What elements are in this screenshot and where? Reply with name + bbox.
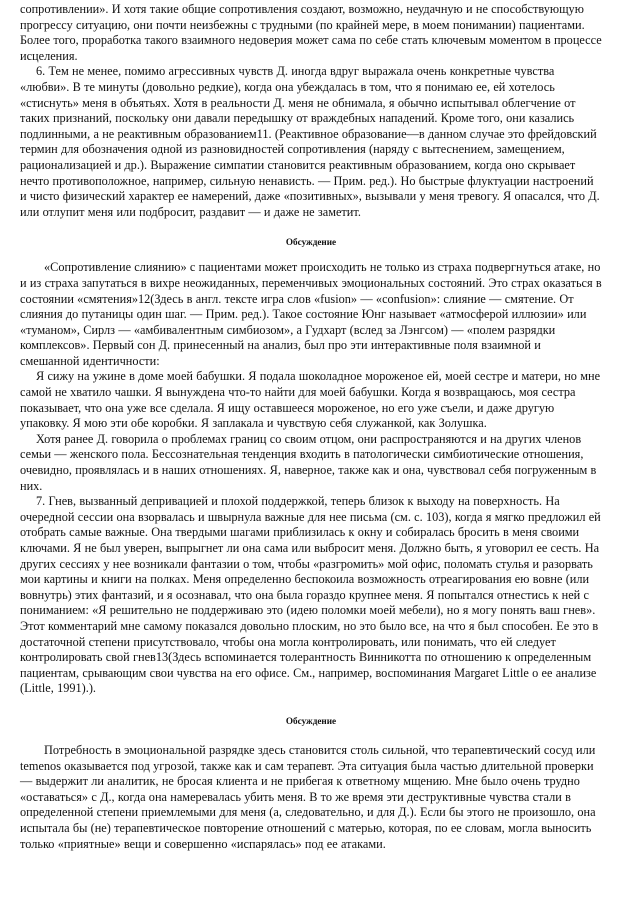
paragraph-dream-quote: Я сижу на ужине в доме моей бабушки. Я подала шоколадное мороженое ей, моей сестре и матери, но мне самой не хватило чашки. Я вынуждена что-то найти для моей бабушки. Когда я возвращаюсь, моя сестра показывает, что она уже все сделала. Я ищу оставшееся мороженое, но его уже съели, и даже другую упаковку. Я мою эти обе коробки. Я заплакала и чувствую себя служанкой, как Золушка. bbox=[20, 369, 601, 431]
paragraph-point-6: 6. Тем не менее, помимо агрессивных чувств Д. иногда вдруг выражала очень конкретные чувства «любви». В те минуты (довольно редкие), когда она убеждалась в том, что я понимаю ее, ей хотелось «стиснуть» меня в объятьях. Хотя в реальности Д. меня не обнимала, я обычно испытывал облегчение от таких признаний, поскольку они давали передышку от враждебных нападений. Кроме того, они казались подлинными, а не реактивным образованием11. (Реактивное образование—в данном случае это фрейдовский термин для обозначения одной из разновидностей сопротивления (наряду с вытеснением, замещением, рационализацией и др.). Выражение симпатии становится реактивным образованием, когда оно скрывает нечто противоположное, например, сильную ненависть. — Прим. ред.). Но быстрые флуктуации настроений и чисто физический характер ее намерений, даже «позитивных», вызывали у меня тревогу. Я опасался, что Д. или отлупит меня или подбросит, раздавит — и даже не заметит. bbox=[20, 64, 600, 219]
paragraph-boundary-problems: Хотя ранее Д. говорила о проблемах границ со своим отцом, они распространяются и на других членов семьи — женского пола. Бессознательная тенденция входить в патологически симбиотические отношения, очевидно, проявлялась и в наших отношениях. Я, наверное, также как и она, чувствовал себя погруженным в них. bbox=[20, 431, 597, 493]
paragraph-point-7: 7. Гнев, вызванный депривацией и плохой поддержкой, теперь близок к выходу на поверхность. На очередной сессии она взорвалась и швырнула важные для нее письма (см. с. 103), когда я мягко предложил ей отобрать самые важные. Она твердыми шагами приблизилась к окну и собиралась бросить в меня своими ключами. Я не был уверен, выпрыгнет ли она сама или выбросит меня. Должно быть, я уговорил ее сесть. На других сессиях у нее возникали фантазии о том, чтобы «разгромить» мой офис, поломать стулья и разорвать мои картины и книги на полках. Меня определенно беспокоила возможность отреагирования ею вовне (или вовнутрь) этих фантазий, и я осознавал, что она была гораздо крупнее меня. Я попытался отнестись к ней с пониманием: «Я решительно не поддерживаю это (идею поломки моей мебели), но я могу понять ваш гнев». Этот комментарий мне самому показался довольно плоским, но это было все, на что я был способен. Ее это в достаточной степени присутствовало, чтобы она могла контролировать, или понимать, что ей следует контролировать свой гнев13(Здесь вспоминается толерантность Винникотта по отношению к определенным пациентам, срывающим свои чувства на его офисе. См., например, воспоминания Margaret Little о ее анализе (Little, 1991).). bbox=[20, 494, 601, 696]
paragraph-fusion-resistance: «Сопротивление слиянию» с пациентами может происходить не только из страха подвергнуться атаке, но и из страха запутаться в вихре неожиданных, переменчивых эмоциональных состояний. Это страх оказаться в состоянии «смятения»12(Здесь в англ. тексте игра слов «fusion» — «confusion»: слияние — смятение. От слияния до путаницы один шаг. — Прим. ред.). Такое состояние Юнг называет «атмосферой иллюзии» или «туманом», Сирлз — «амбивалентным симбиозом», а Гудхарт (вслед за Лэнгсом) — «полем разрядки комплексов». Первый сон Д. принесенный на анализ, был про эти интерактивные поля взаимной и смешанной идентичности: bbox=[20, 260, 602, 368]
paragraph-resistance-continuation: сопротивлении». И хотя такие общие сопротивления создают, возможно, неудачную и не способствующую прогрессу ситуацию, они почти неизбежны с трудными (по крайней мере, в моем понимании) пациентами. Более того, проработка такого взаимного недоверия может сама по себе стать ключевым моментом в процессе исцеления. bbox=[20, 2, 602, 63]
spacer bbox=[20, 727, 602, 743]
spacer bbox=[20, 248, 602, 260]
spacer bbox=[20, 697, 602, 715]
spacer bbox=[20, 220, 602, 236]
paragraph-emotional-discharge: Потребность в эмоциональной разрядке здесь становится столь сильной, что терапевтический сосуд или temenos оказывается под угрозой, также как и сам терапевт. Эта ситуация была частью длительной проверки — выдержит ли аналитик, не бросая клиента и не прибегая к ответному мщению. Мне было очень трудно «оставаться» с Д., когда она намеревалась убить меня. В то же время эти деструктивные чувства стали в определенной степени приемлемыми для меня (а, следовательно, и для Д.). Если бы этого не произошло, она испытала бы (не) терапевтическое повторение отношений с матерью, которая, по ее словам, могла выносить только «приятные» вещи и совершенно «испарялась» под ее атаками. bbox=[20, 742, 596, 851]
section-heading-discussion-1: Обсуждение bbox=[285, 237, 337, 248]
section-heading-discussion-2: Обсуждение bbox=[285, 715, 337, 726]
